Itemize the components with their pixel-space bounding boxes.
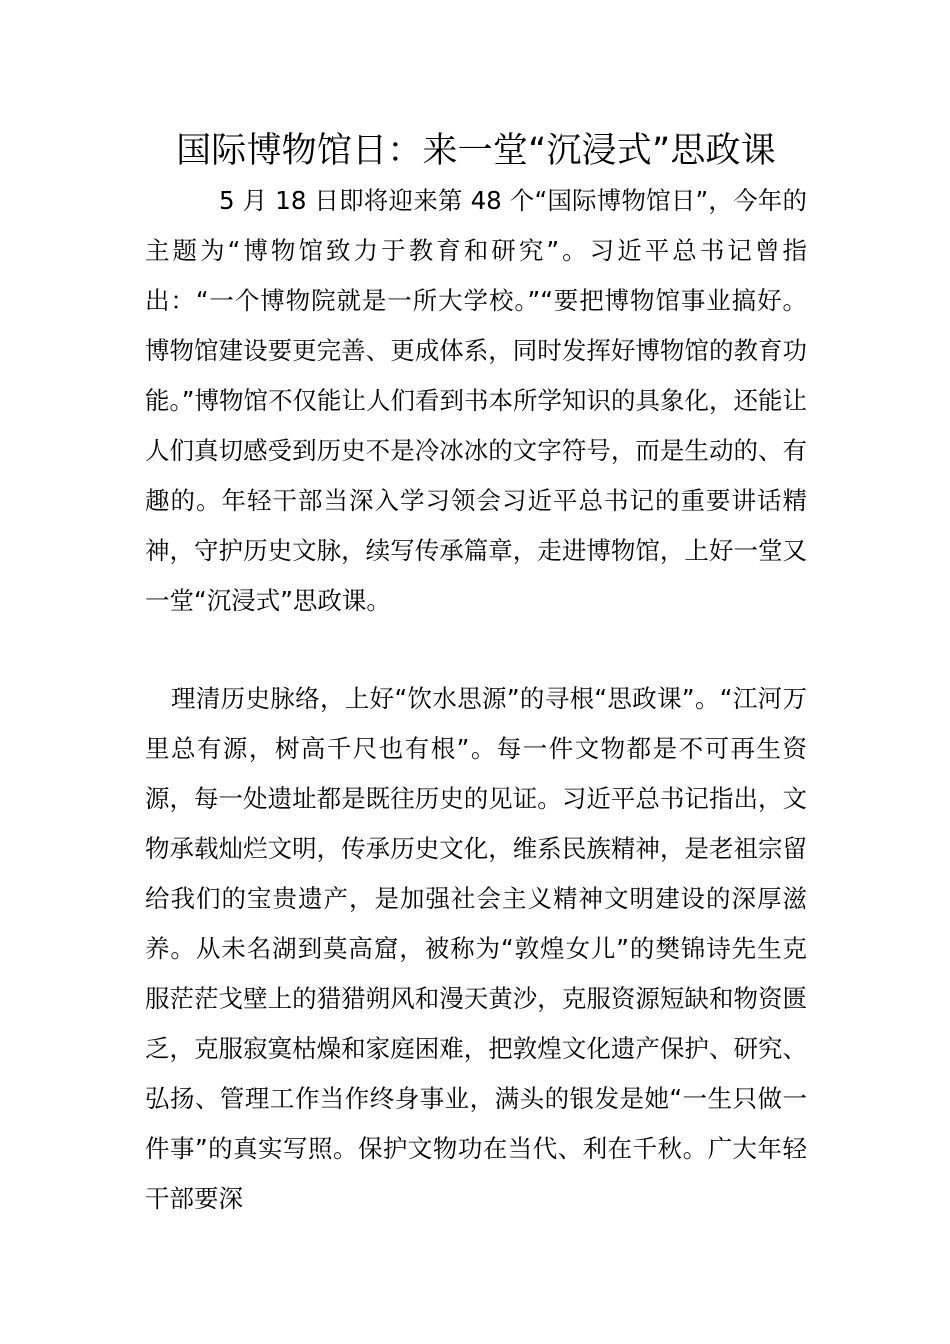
document-title: 国际博物馆日：来一堂“沉浸式”思政课	[176, 131, 776, 171]
body-paragraph-1: 5 月 18 日即将迎来第 48 个“国际博物馆日”，今年的主题为“博物馆致力于教育和研究”。习近平总书记曾指出：“一个博物院就是一所大学校。”“要把博物馆事业搞好。博物馆建设要更完善、更成体系，同时发挥好博物馆的教育功能。”博物馆不仅能让人们看到书本所学知识的具象化，还能让人们真切感受到历史不是冷冰冰的文字符号，而是生动的、有趣的。年轻干部当深入学习领会习近平总书记的重要讲话精神，守护历史文脉，续写传承篇章，走进博物馆，上好一堂又一堂“沉浸式”思政课。	[145, 186, 807, 615]
body-paragraph-2: 理清历史脉络，上好“饮水思源”的寻根“思政课”。“江河万里总有源，树高千尺也有根”。每一件文物都是不可再生资源，每一处遗址都是既往历史的见证。习近平总书记指出，文物承载灿烂文明，传承历史文化，维系民族精神，是老祖宗留给我们的宝贵遗产，是加强社会主义精神文明建设的深厚滋养。从未名湖到莫高窟，被称为“敦煌女儿”的樊锦诗先生克服茫茫戈壁上的猎猎朔风和漫天黄沙，克服资源短缺和物资匮乏，克服寂寞枯燥和家庭困难，把敦煌文化遗产保护、研究、弘扬、管理工作当作终身事业，满头的银发是她“一生只做一件事”的真实写照。保护文物功在当代、利在千秋。广大年轻干部要深	[145, 684, 807, 1213]
